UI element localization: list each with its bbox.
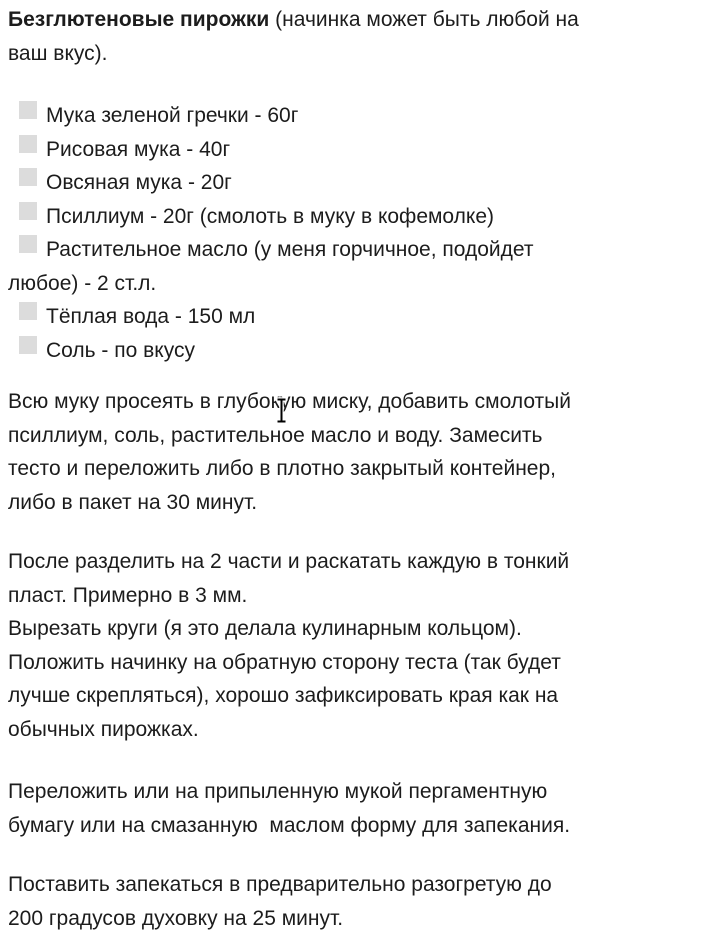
ingredients-list	[8, 99, 695, 367]
list-item	[8, 334, 695, 368]
recipe-title	[8, 3, 695, 70]
list-bullet-square-icon	[19, 168, 37, 186]
recipe-title-rest: (начинка может быть любой на	[269, 8, 579, 31]
recipe-title-line-2: ваш вкус).	[8, 41, 108, 65]
list-item	[8, 300, 695, 334]
list-item-label: Рисовая мука - 40г	[46, 137, 231, 161]
instruction-paragraph	[8, 545, 695, 746]
list-item	[8, 133, 695, 167]
paragraph-line: Вырезать круги (я это делала кулинарным кольцом).	[8, 617, 522, 640]
list-bullet-square-icon	[19, 336, 37, 354]
paragraph-line: Положить начинку на обратную сторону теста (так будет	[8, 650, 561, 674]
list-item	[8, 233, 695, 267]
list-item-label: Мука зеленой гречки - 60г	[46, 104, 299, 127]
list-item	[8, 99, 695, 133]
list-bullet-square-icon	[19, 202, 37, 220]
paragraph-line: тесто и переложить либо в плотно закрытый контейнер,	[8, 457, 556, 480]
paragraph-line: псиллиум, соль, растительное масло и воду. Замесить	[8, 423, 543, 447]
list-item	[8, 200, 695, 234]
paragraph-line: 200 градусов духовку на 25 минут.	[8, 906, 344, 930]
paragraph-line: либо в пакет на 30 минут.	[8, 490, 258, 514]
paragraph-line: Переложить или на припыленную мукой пергаментную	[8, 780, 548, 803]
list-item-wrap-line: любое) - 2 ст.л.	[8, 271, 157, 295]
instruction-paragraph	[8, 775, 695, 842]
list-item-label: Псиллиум - 20г (смолоть в муку в кофемолке)	[46, 204, 495, 228]
list-item-label: Растительное масло (у меня горчичное, подойдет	[46, 238, 534, 261]
paragraph-line: лучше скрепляться), хорошо зафиксировать края как на	[8, 684, 559, 707]
paragraph-line: Поставить запекаться в предварительно разогретую до	[8, 873, 552, 896]
list-bullet-square-icon	[19, 101, 37, 119]
list-item-label: Овсяная мука - 20г	[46, 171, 232, 194]
paragraph-line: бумагу или на смазанную маслом форму для запекания.	[8, 813, 571, 837]
list-item	[8, 166, 695, 200]
recipe-title-bold: Безглютеновые пирожки	[8, 8, 270, 31]
instruction-paragraph	[8, 385, 695, 519]
paragraph-line: Всю муку просеять в глубокую миску, добавить смолотый	[8, 390, 571, 413]
instruction-paragraph	[8, 868, 695, 935]
list-item-label: Тёплая вода - 150 мл	[46, 305, 256, 328]
paragraph-line: обычных пирожках.	[8, 717, 199, 741]
paragraph-line: После разделить на 2 части и раскатать каждую в тонкий	[8, 550, 570, 573]
list-bullet-square-icon	[19, 235, 37, 253]
list-bullet-square-icon	[19, 302, 37, 320]
list-bullet-square-icon	[19, 135, 37, 153]
paragraph-line: пласт. Примерно в 3 мм.	[8, 583, 248, 607]
list-item-label: Соль - по вкусу	[46, 338, 195, 362]
recipe-title-line-1	[8, 3, 695, 37]
